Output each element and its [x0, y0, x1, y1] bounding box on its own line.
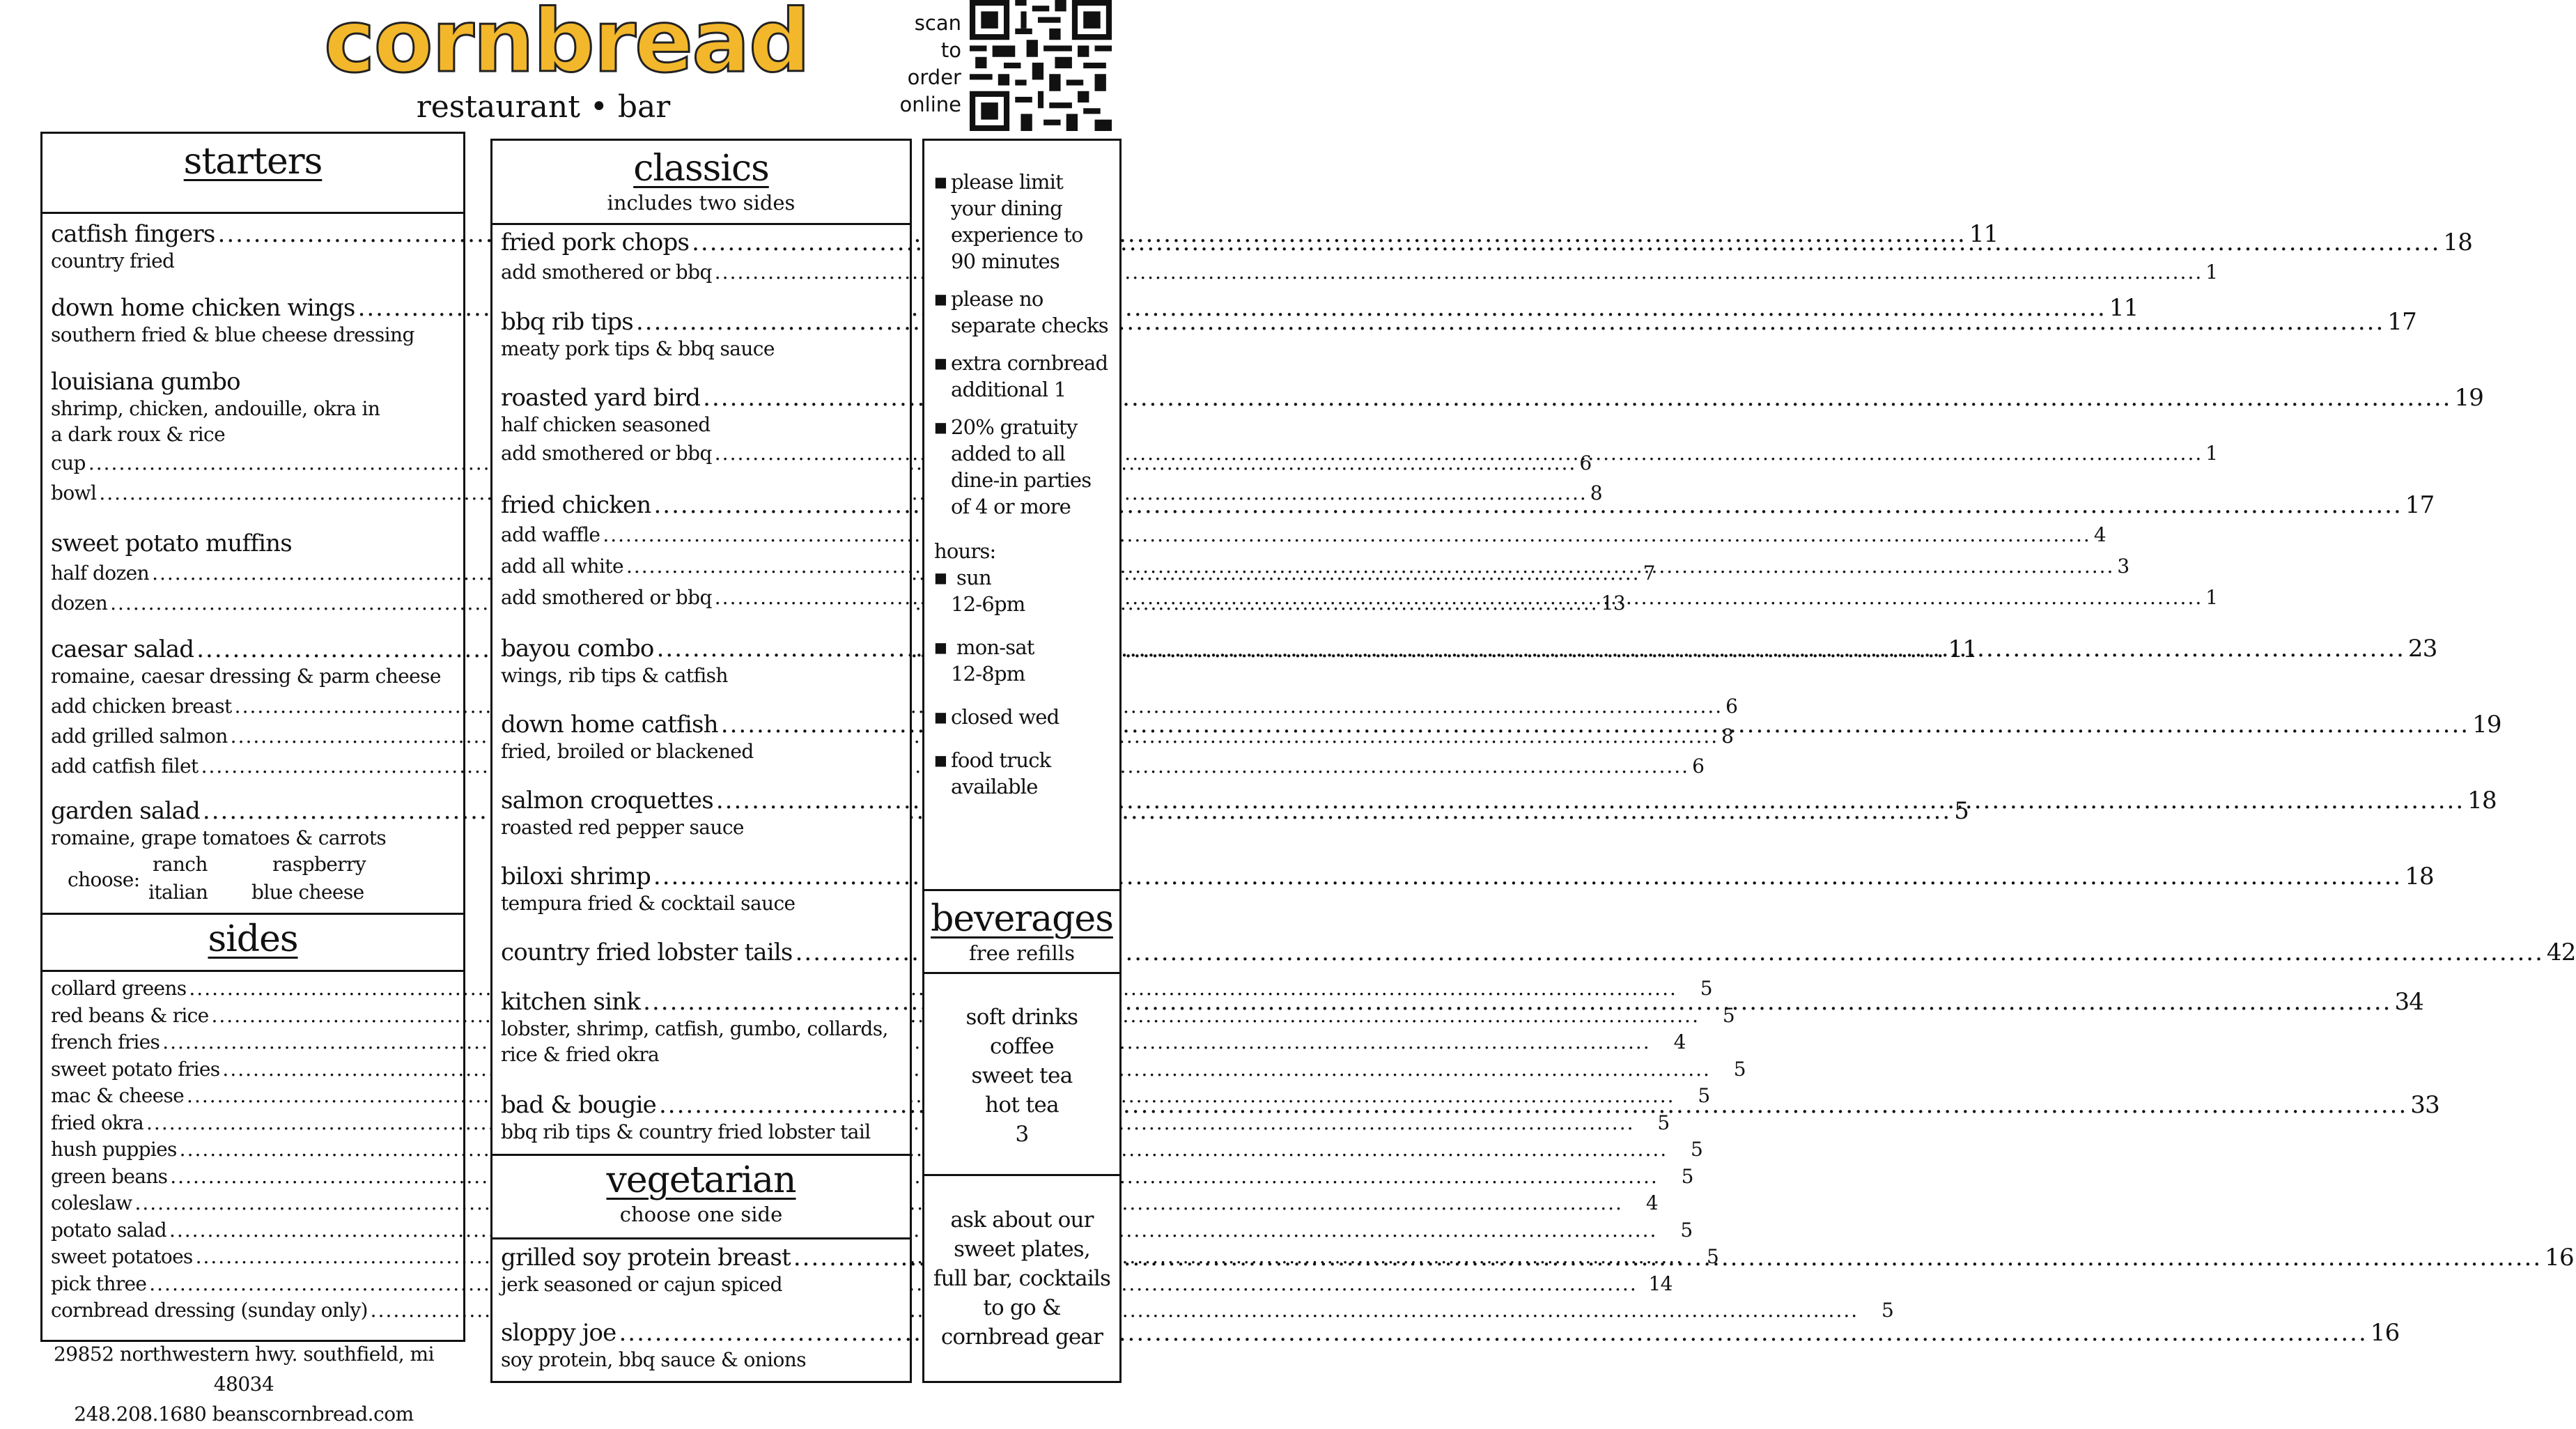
hours-time: 12-8pm: [951, 662, 1025, 686]
option-name: half dozen: [51, 562, 150, 585]
item-desc: country fried: [51, 249, 175, 272]
item-name: louisiana gumbo: [51, 368, 240, 396]
item-price: 23: [2407, 635, 2437, 663]
classics-heading: classics: [633, 148, 769, 190]
item-name: fried pork chops: [501, 229, 690, 256]
option-name: dozen: [51, 592, 108, 615]
side-price: 5: [1657, 1111, 1670, 1134]
addon-name: add smothered or bbq: [501, 261, 712, 284]
item-desc: romaine, caesar dressing & parm cheese: [51, 665, 441, 688]
item-desc: roasted red pepper sauce: [501, 816, 744, 839]
option-price: 7: [1643, 562, 1655, 585]
item-desc: romaine, grape tomatoes & carrots: [51, 826, 387, 849]
restaurant-subtitle: restaurant • bar: [416, 89, 671, 125]
side-name: hush puppies: [51, 1138, 177, 1161]
side-price: 4: [1645, 1191, 1658, 1214]
option-name: cup: [51, 451, 86, 474]
item-price: 11: [2109, 294, 2139, 322]
item-desc: shrimp, chicken, andouille, okra in: [51, 397, 380, 420]
side-name: french fries: [51, 1030, 160, 1053]
addon-name: add smothered or bbq: [501, 442, 712, 465]
addon-price: 4: [2093, 523, 2106, 546]
side-name: fried okra: [51, 1111, 144, 1134]
item-name: roasted yard bird: [501, 384, 701, 412]
side-price: 5: [1733, 1057, 1746, 1081]
hours-day: mon-sat: [956, 635, 1034, 659]
beverage-item: hot tea: [984, 1092, 1060, 1118]
closed-note: ■ closed wed: [934, 705, 1060, 729]
addon-name: add chicken breast: [51, 695, 232, 718]
option-price: 8: [1590, 481, 1603, 504]
item-name: bayou combo: [501, 635, 654, 663]
beverages-subheading: free refills: [969, 941, 1075, 965]
side-name: cornbread dressing (sunday only): [51, 1299, 368, 1322]
item-name: sloppy joe: [501, 1319, 616, 1347]
item-name: catfish fingers: [51, 220, 215, 248]
side-price: 5: [1698, 1084, 1710, 1107]
item-name: caesar salad: [51, 635, 194, 663]
side-name: potato salad: [51, 1218, 166, 1242]
item-price: 11: [1969, 220, 1999, 248]
side-price: 5: [1722, 1003, 1735, 1027]
side-item: [51, 1136, 1703, 1164]
beverage-item: sweet tea: [971, 1063, 1073, 1088]
promo-section: [922, 1174, 1122, 1383]
item-desc: southern fried & blue cheese dressing: [51, 323, 414, 346]
beverage-item: soft drinks: [965, 1005, 1078, 1030]
menu-item-biloxi-shrimp: [501, 863, 2434, 916]
side-price: 5: [1706, 1245, 1719, 1268]
item-price: 18: [2443, 229, 2473, 256]
item-desc: fried, broiled or blackened: [501, 740, 754, 763]
promo-line: full bar, cocktails: [933, 1266, 1111, 1291]
addon-price: 6: [1725, 695, 1738, 718]
side-name: red beans & rice: [51, 1003, 209, 1027]
address-text: 29852 northwestern hwy. southfield, mi 48034: [53, 1343, 435, 1396]
info-section: [922, 139, 1122, 891]
vegetarian-heading: vegetarian: [606, 1159, 796, 1201]
addon-name: add waffle: [501, 523, 600, 546]
scan-line: online: [899, 93, 961, 116]
side-name: pick three: [51, 1272, 147, 1295]
dressing-choices: [42, 853, 405, 909]
scan-line: to: [940, 38, 961, 62]
item-price: 19: [2454, 384, 2484, 412]
beverage-item: coffee: [989, 1034, 1055, 1059]
item-desc: soy protein, bbq sauce & onions: [501, 1348, 806, 1371]
addon-name: add grilled salmon: [51, 725, 228, 748]
option-name: bowl: [51, 481, 97, 504]
addon-price: 1: [2205, 586, 2218, 609]
item-name: bbq rib tips: [501, 308, 633, 336]
item-desc: a dark roux & rice: [51, 423, 226, 446]
item-desc: tempura fried & cocktail sauce: [501, 892, 796, 915]
item-name: fried chicken: [501, 491, 651, 519]
item-name: biloxi shrimp: [501, 863, 651, 890]
item-name: country fried lobster tails: [501, 938, 793, 966]
item-name: down home chicken wings: [51, 294, 355, 322]
item-price: 5: [1954, 797, 1969, 825]
scan-line: order: [907, 65, 961, 89]
item-name: salmon croquettes: [501, 787, 713, 814]
note-item: ■ please no separate checks: [934, 287, 1108, 337]
addon-price: 8: [1721, 725, 1734, 748]
promo-line: cornbread gear: [940, 1324, 1103, 1350]
sides-heading: sides: [208, 918, 298, 960]
item-price: 33: [2410, 1091, 2439, 1119]
item-price: 16: [2545, 1244, 2574, 1272]
item-desc: meaty pork tips & bbq sauce: [501, 337, 775, 360]
item-price: 42: [2546, 938, 2576, 966]
side-name: collard greens: [51, 977, 187, 1000]
side-name: sweet potato fries: [51, 1057, 220, 1081]
side-price: 4: [1673, 1030, 1686, 1053]
beverages-heading: beverages: [931, 898, 1113, 940]
item-desc: rice & fried okra: [501, 1043, 660, 1066]
dressing-option: blue cheese: [251, 881, 364, 904]
side-price: 5: [1700, 977, 1712, 1000]
option-price: 6: [1579, 451, 1592, 474]
promo-line: sweet plates,: [954, 1237, 1090, 1262]
side-price: 14: [1648, 1272, 1673, 1295]
qr-code-icon[interactable]: [970, 0, 1112, 131]
scan-to-order-text: [879, 10, 961, 118]
scan-line: scan: [914, 11, 961, 35]
note-item: ■ please limit your dining experience to 90 minutes: [934, 170, 1083, 273]
choose-label: choose:: [68, 868, 140, 891]
addon-name: add all white: [501, 555, 623, 578]
option-price: 13: [1601, 592, 1626, 615]
item-price: 18: [2405, 863, 2434, 890]
item-price: 17: [2387, 308, 2416, 336]
note-item: ■ 20% gratuity added to all dine-in parties of 4 or more: [934, 415, 1092, 518]
item-name: grilled soy protein breast: [501, 1244, 791, 1272]
item-price: 17: [2405, 491, 2435, 519]
item-desc: bbq rib tips & country fried lobster tail: [501, 1120, 871, 1143]
vegetarian-subheading: choose one side: [619, 1203, 783, 1226]
addon-price: 3: [2117, 555, 2129, 578]
item-name: sweet potato muffins: [51, 530, 292, 557]
addon-price: 6: [1692, 755, 1705, 778]
item-price: 16: [2370, 1319, 2400, 1347]
dressing-option: italian: [148, 881, 208, 904]
restaurant-logo: cornbread: [324, 0, 809, 92]
promo-line: ask about our: [950, 1207, 1094, 1233]
addon-price: 1: [2205, 261, 2218, 284]
addon-name: add smothered or bbq: [501, 586, 712, 609]
item-name: garden salad: [51, 797, 200, 825]
side-price: 5: [1680, 1218, 1693, 1242]
address-footer: [28, 1339, 460, 1429]
item-desc: half chicken seasoned: [501, 413, 711, 436]
food-truck-note: ■ food truck available: [934, 748, 1051, 798]
item-desc: wings, rib tips & catfish: [501, 664, 728, 687]
side-name: green beans: [51, 1164, 168, 1188]
side-name: coleslaw: [51, 1191, 132, 1214]
item-price: 18: [2467, 787, 2497, 814]
menu-item-salmon-croquettes: [501, 787, 2497, 840]
hours-time: 12-6pm: [951, 592, 1025, 616]
item-name: bad & bougie: [501, 1091, 656, 1119]
side-price: 5: [1881, 1299, 1894, 1322]
dressing-option: raspberry: [272, 853, 366, 876]
item-name: kitchen sink: [501, 988, 641, 1016]
beverage-price: 3: [1015, 1122, 1029, 1147]
note-item: ■ extra cornbread additional 1: [934, 351, 1108, 401]
dressing-option: ranch: [153, 853, 208, 876]
item-desc: lobster, shrimp, catfish, gumbo, collards,: [501, 1017, 888, 1040]
item-desc: jerk seasoned or cajun spiced: [501, 1273, 782, 1296]
hours-item: ■ mon-sat 12-8pm: [934, 635, 1034, 686]
hours-label: hours:: [934, 539, 996, 563]
side-name: mac & cheese: [51, 1084, 185, 1107]
addon-name: add catfish filet: [51, 755, 199, 778]
hours-item: ■ sun 12-6pm: [934, 566, 1025, 616]
item-price: 19: [2472, 711, 2501, 739]
item-name: down home catfish: [501, 711, 718, 739]
side-name: sweet potatoes: [51, 1245, 193, 1268]
promo-line: to go &: [983, 1295, 1061, 1320]
item-price: 34: [2394, 988, 2424, 1016]
item-price: 11: [1948, 635, 1978, 663]
addon-price: 1: [2205, 442, 2218, 465]
hours-day: sun: [956, 566, 991, 589]
starters-heading: starters: [183, 141, 323, 183]
classics-subheading: includes two sides: [607, 191, 796, 215]
menu-item-yard-bird: [501, 384, 2484, 466]
contact-text: 248.208.1680 beanscornbread.com: [74, 1403, 414, 1426]
side-price: 5: [1681, 1164, 1693, 1188]
beverages-section: [922, 889, 1122, 1176]
side-price: 5: [1691, 1138, 1703, 1161]
